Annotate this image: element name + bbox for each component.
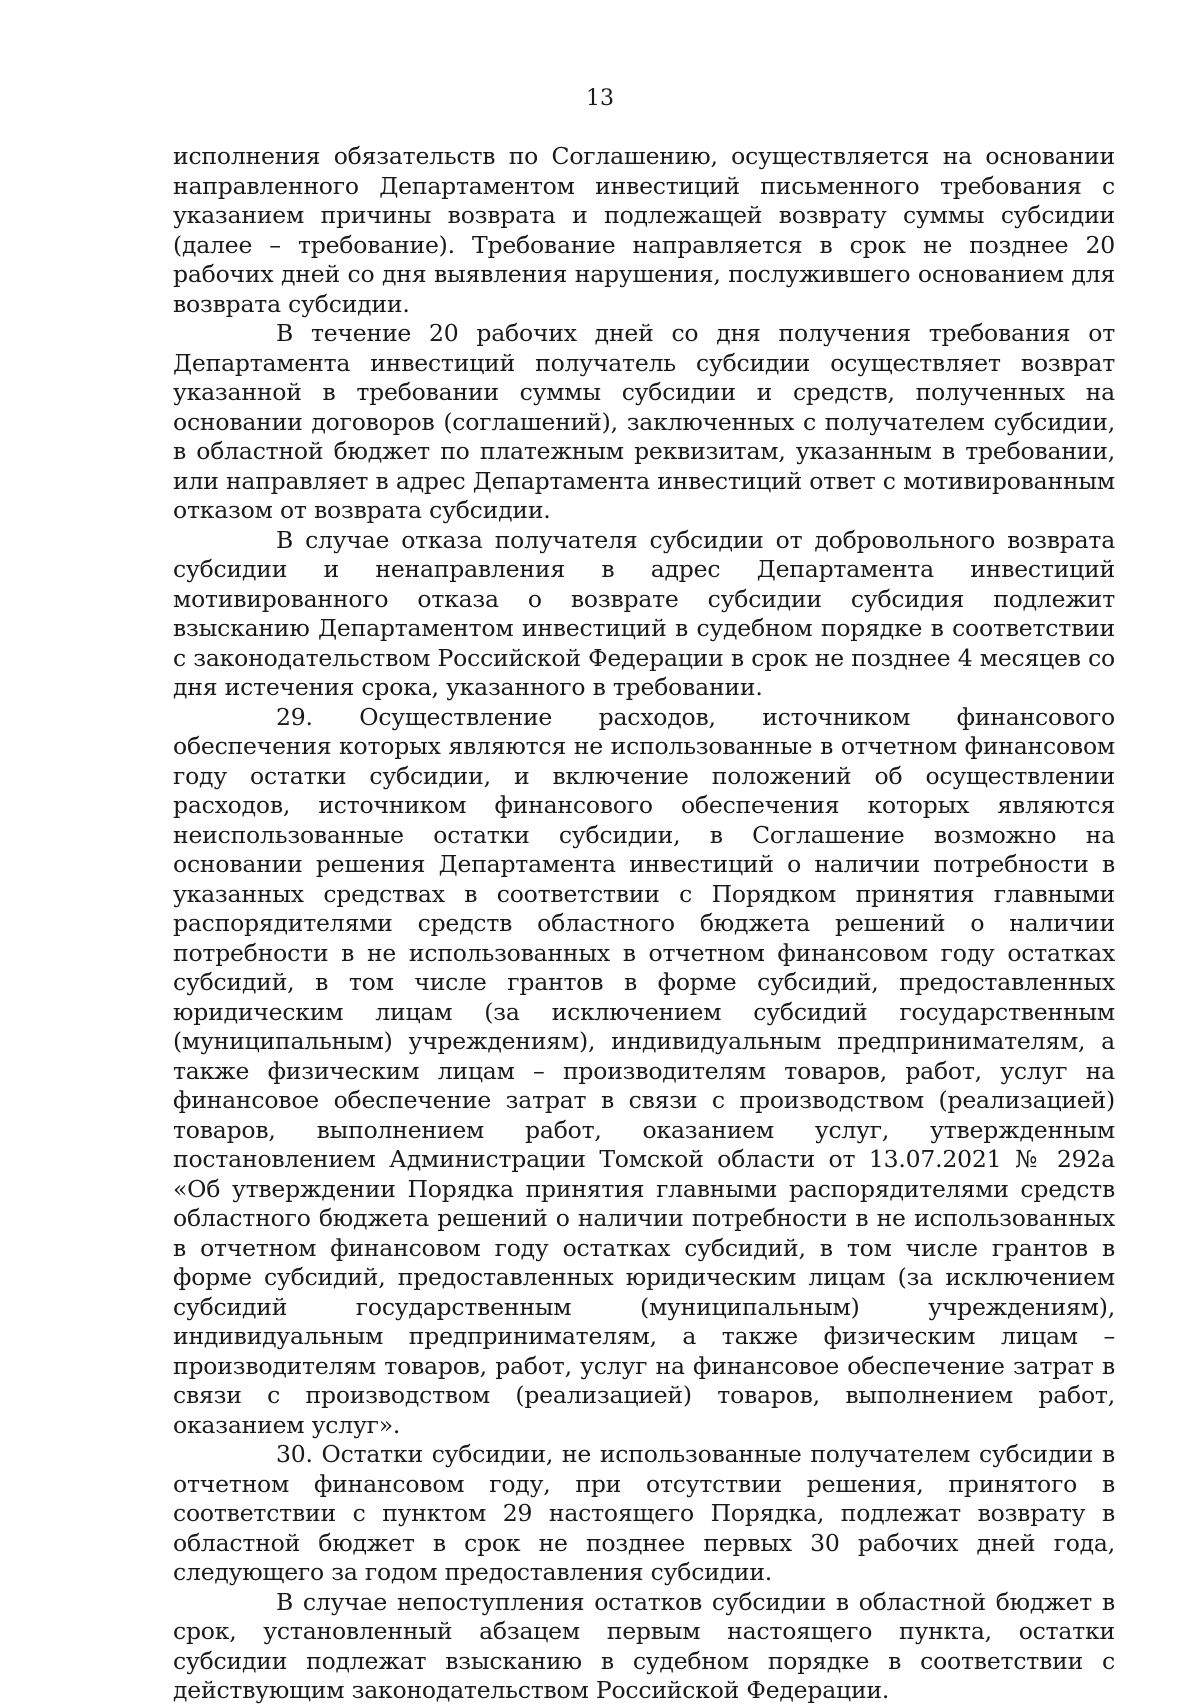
paragraph-court-recovery: В случае отказа получателя субсидии от добровольного возврата субсидии и ненаправления в адрес Департамента инвестиций мотивированного отказа о возврате субсидии субсидия подлежит взысканию Департаментом инвестиций в судебном порядке в соответствии с законодательством Российской Федерации в срок не позднее 4 месяцев со дня истечения срока, указанного в требовании. xyxy=(173,525,1115,701)
page-number: 13 xyxy=(586,86,614,111)
paragraph-non-receipt: В случае непоступления остатков субсидии в областной бюджет в срок, установленный абзацем первым настоящего пункта, остатки субсидии подлежат взысканию в судебном порядке в соответствии с действующим законодательством Российской Федерации. xyxy=(173,1587,1115,1704)
paragraph-item-30: 30. Остатки субсидии, не использованные получателем субсидии в отчетном финансовом году, при отсутствии решения, принятого в соответствии с пунктом 29 настоящего Порядка, подлежат возврату в областной бюджет в срок не позднее первых 30 рабочих дней года, следующего за годом предоставления субсидии. xyxy=(173,1440,1115,1586)
paragraph-return-deadline: В течение 20 рабочих дней со дня получения требования от Департамента инвестиций получатель субсидии осуществляет возврат указанной в требовании суммы субсидии и средств, полученных на основании договоров (соглашений), заключенных с получателем субсидии, в областной бюджет по платежным реквизитам, указанным в требовании, или направляет в адрес Департамента инвестиций ответ с мотивированным отказом от возврата субсидии. xyxy=(173,319,1115,524)
paragraph-continuation: исполнения обязательств по Соглашению, осуществляется на основании направленного Департаментом инвестиций письменного требования с указанием причины возврата и подлежащей возврату суммы субсидии (далее – требование). Требование направляется в срок не позднее 20 рабочих дней со дня выявления нарушения, послужившего основанием для возврата субсидии. xyxy=(173,142,1115,318)
paragraph-item-29: 29. Осуществление расходов, источником финансового обеспечения которых являются не использованные в отчетном финансовом году остатки субсидии, и включение положений об осуществлении расходов, источником финансового обеспечения которых являются неиспользованные остатки субсидии, в Соглашение возможно на основании решения Департамента инвестиций о наличии потребности в указанных средствах в соответствии с Порядком принятия главными распорядителями средств областного бюджета решений о наличии потребности в не использованных в отчетном финансовом году остатках субсидий, в том числе грантов в форме субсидий, предоставленных юридическим лицам (за исключением субсидий государственным (муниципальным) учреждениям), индивидуальным предпринимателям, а также физическим лицам – производителям товаров, работ, услуг на финансовое обеспечение затрат в связи с производством (реализацией) товаров, выполнением работ, оказанием услуг, утвержденным постановлением Администрации Томской области от 13.07.2021 № 292а «Об утверждении Порядка принятия главными распорядителями средств областного бюджета решений о наличии потребности в не использованных в отчетном финансовом году остатках субсидий, в том числе грантов в форме субсидий, предоставленных юридическим лицам (за исключением субсидий государственным (муниципальным) учреждениям), индивидуальным предпринимателям, а также физическим лицам – производителям товаров, работ, услуг на финансовое обеспечение затрат в связи с производством (реализацией) товаров, выполнением работ, оказанием услуг». xyxy=(173,702,1115,1439)
document-body xyxy=(173,142,1115,1706)
